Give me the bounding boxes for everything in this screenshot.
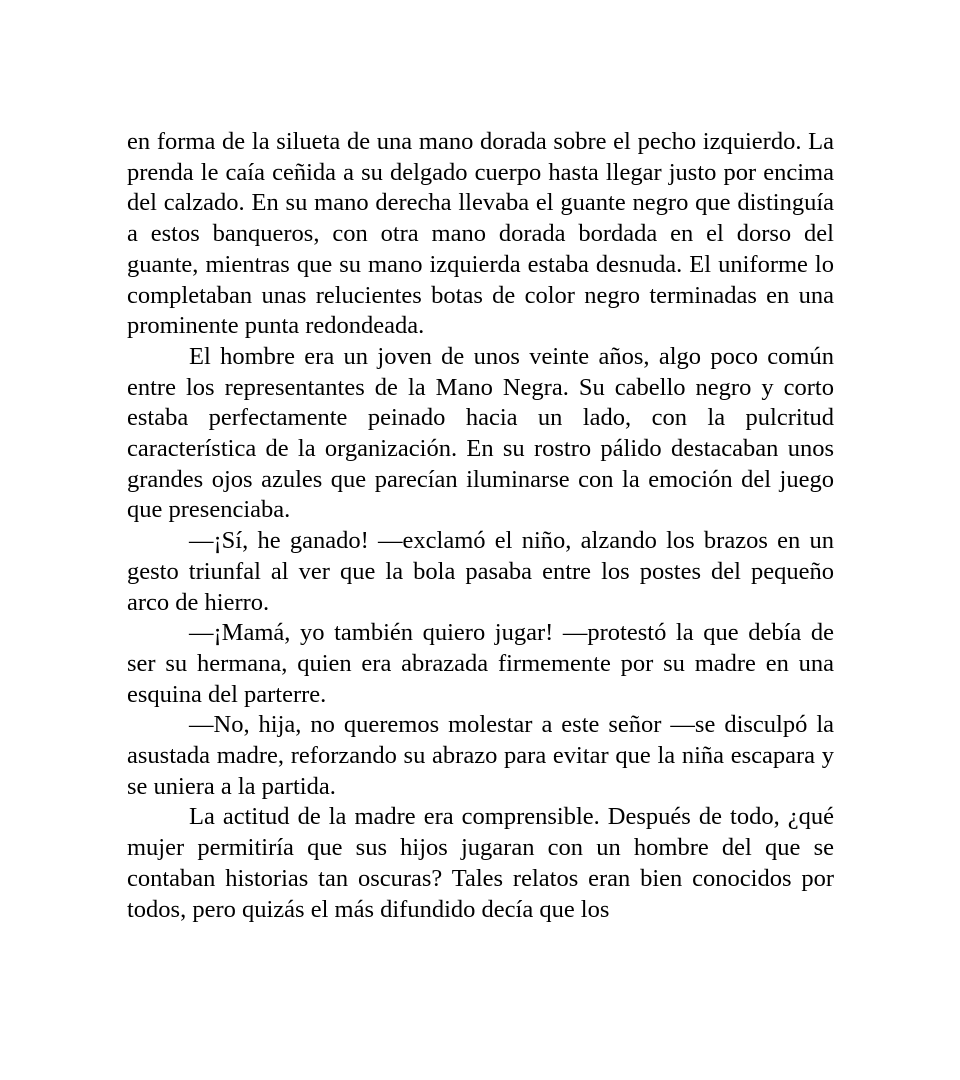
page-text-body: [127, 127, 834, 925]
paragraph: —¡Sí, he ganado! —exclamó el niño, alzando los brazos en un gesto triunfal al ver que la bola pasaba entre los postes del pequeño arco de hierro.: [127, 527, 834, 616]
paragraph: —¡Mamá, yo también quiero jugar! —protestó la que debía de ser su hermana, quien era abrazada firmemente por su madre en una esquina del parterre.: [127, 619, 834, 708]
paragraph: —No, hija, no queremos molestar a este señor —se disculpó la asustada madre, reforzando su abrazo para evitar que la niña escapara y se uniera a la partida.: [127, 711, 834, 800]
paragraph: El hombre era un joven de unos veinte años, algo poco común entre los representantes de la Mano Negra. Su cabello negro y corto estaba perfectamente peinado hacia un lado, con la pulcritud característica de la organización. En su rostro pálido destacaban unos grandes ojos azules que parecían iluminarse con la emoción del juego que presenciaba.: [127, 342, 834, 524]
paragraph: en forma de la silueta de una mano dorada sobre el pecho izquierdo. La prenda le caía ceñida a su delgado cuerpo hasta llegar justo por encima del calzado. En su mano derecha llevaba el guante negro que distinguía a estos banqueros, con otra mano dorada bordada en el dorso del guante, mientras que su mano izquierda estaba desnuda. El uniforme lo completaban unas relucientes botas de color negro terminadas en una prominente punta redondeada.: [127, 128, 834, 340]
paragraph: La actitud de la madre era comprensible. Después de todo, ¿qué mujer permitiría que sus hijos jugaran con un hombre del que se contaban historias tan oscuras? Tales relatos eran bien conocidos por todos, pero quizás el más difundido decía que los: [127, 803, 834, 923]
